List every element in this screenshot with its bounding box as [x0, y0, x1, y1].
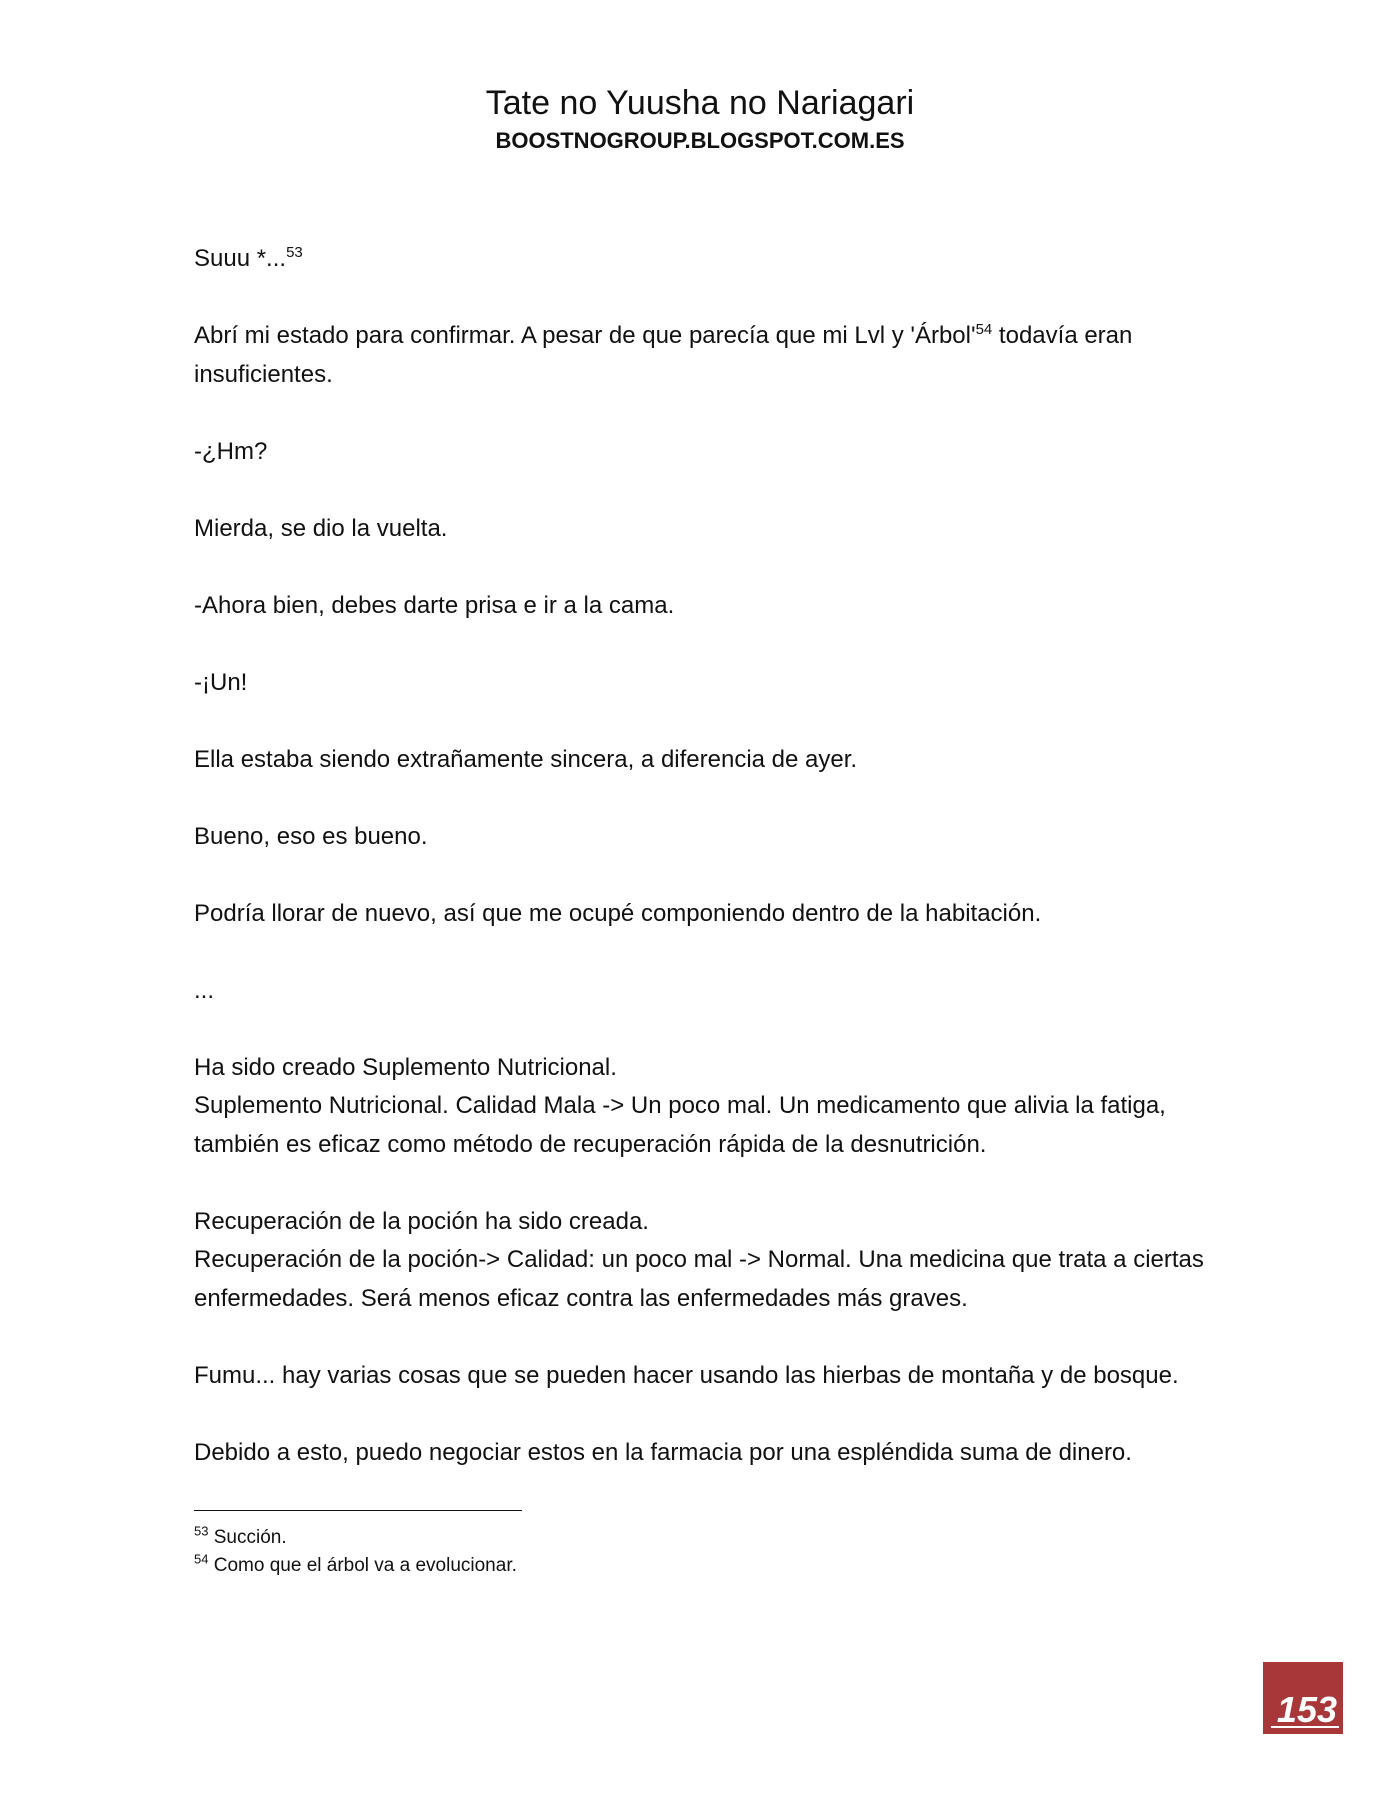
paragraph-12 — [194, 1203, 1214, 1319]
paragraph-1 — [194, 240, 1214, 279]
paragraph-6: -¡Un! — [194, 668, 248, 696]
footnote-text: Succión. — [208, 1527, 287, 1548]
paragraph-text: todavía eran insuficientes. — [194, 322, 1133, 388]
paragraph-14: Debido a esto, puedo negociar estos en la farmacia por una espléndida suma de dinero. — [194, 1438, 1132, 1466]
header-subtitle: BOOSTNOGROUP.BLOGSPOT.COM.ES — [495, 128, 905, 153]
paragraph-text: Suuu *... — [194, 245, 287, 272]
paragraph-8: Bueno, eso es bueno. — [194, 822, 428, 850]
footnote-ref-54[interactable]: 54 — [975, 321, 993, 338]
page-number: 153 — [1276, 1689, 1337, 1730]
paragraph-line: Suplemento Nutricional. Calidad Mala -> Un poco mal. Un medicamento que alivia la fatiga, también es eficaz como método de recuperación rápida de la desnutrición. — [194, 1092, 1166, 1158]
paragraph-line: Recuperación de la poción ha sido creada. — [194, 1207, 649, 1235]
footnote-number: 54 — [194, 1551, 209, 1567]
footnote-ref-53[interactable]: 53 — [286, 244, 303, 261]
body-text — [194, 240, 1214, 1511]
footnote-number: 53 — [194, 1523, 209, 1539]
paragraph-10: ... — [194, 976, 215, 1004]
footnote-text: Como que el árbol va a evolucionar. — [208, 1555, 517, 1576]
paragraph-text: Abrí mi estado para confirmar. A pesar de que parecía que mi Lvl y 'Árbol' — [194, 322, 976, 349]
footnotes — [194, 1524, 1194, 1580]
page-number-badge — [1263, 1662, 1343, 1734]
paragraph-9: Podría llorar de nuevo, así que me ocupé componiendo dentro de la habitación. — [194, 899, 1042, 927]
footnote-54 — [194, 1552, 1194, 1580]
paragraph-2 — [194, 317, 1214, 394]
paragraph-7: Ella estaba siendo extrañamente sincera, a diferencia de ayer. — [194, 745, 858, 773]
paragraph-3: -¿Hm? — [194, 437, 268, 465]
footnote-divider — [194, 1510, 522, 1511]
paragraph-4: Mierda, se dio la vuelta. — [194, 514, 448, 542]
paragraph-line: Ha sido creado Suplemento Nutricional. — [194, 1053, 617, 1081]
footnote-53 — [194, 1524, 1194, 1552]
paragraph-line: Recuperación de la poción-> Calidad: un poco mal -> Normal. Una medicina que trata a ciertas enfermedades. Será menos eficaz contra las enfermedades más graves. — [194, 1246, 1204, 1312]
paragraph-13: Fumu... hay varias cosas que se pueden hacer usando las hierbas de montaña y de bosque. — [194, 1361, 1179, 1389]
paragraph-11 — [194, 1049, 1214, 1165]
paragraph-5: -Ahora bien, debes darte prisa e ir a la cama. — [194, 591, 675, 619]
header-title: Tate no Yuusha no Nariagari — [485, 84, 915, 122]
page-header — [0, 82, 1400, 156]
page-number-underline — [1271, 1726, 1339, 1728]
